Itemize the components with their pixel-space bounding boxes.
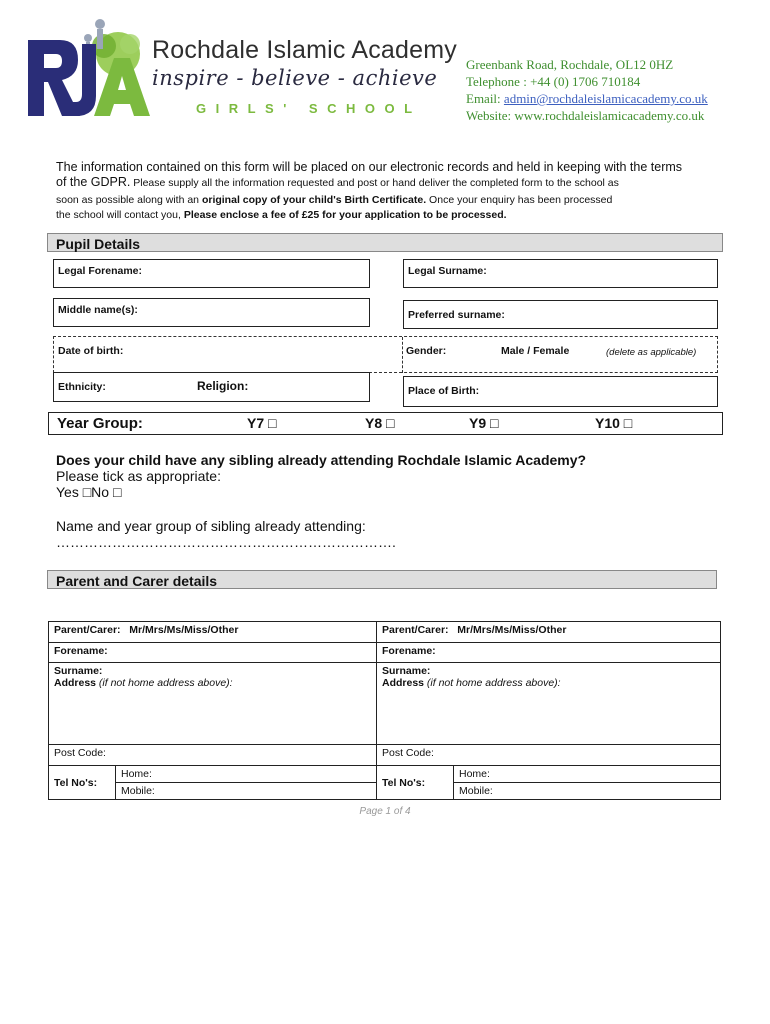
carer2-surname-address-cell[interactable]	[377, 663, 721, 745]
carer2-home-cell[interactable]	[454, 766, 721, 783]
preferred-surname-label: Preferred surname:	[408, 309, 505, 321]
year-option-y9[interactable]: Y9 □	[469, 415, 499, 431]
legal-surname-field[interactable]	[403, 259, 718, 288]
middle-names-field[interactable]	[53, 298, 370, 327]
carer2-label: Parent/Carer:	[382, 624, 449, 636]
carer2-surname-label: Surname:	[382, 665, 431, 677]
intro-text	[56, 160, 726, 223]
parent-carer-header: Parent and Carer details	[47, 570, 717, 589]
carer2-forename-cell[interactable]	[377, 643, 721, 663]
carer1-postcode-label: Post Code:	[54, 747, 106, 759]
contact-block	[466, 56, 708, 124]
carer2-address-note: (if not home address above):	[424, 677, 561, 689]
email-label: Email:	[466, 91, 504, 106]
carer1-title-cell[interactable]	[49, 622, 377, 643]
legal-surname-label: Legal Surname:	[408, 265, 487, 277]
place-of-birth-field[interactable]	[403, 376, 718, 407]
intro-line-2: Please supply all the information requested and post or hand deliver the completed form to the school as	[130, 177, 619, 189]
school-tagline: inspire - believe - achieve	[152, 66, 438, 90]
carer2-titles: Mr/Mrs/Ms/Miss/Other	[457, 624, 567, 636]
school-name: Rochdale Islamic Academy	[152, 36, 457, 64]
carer1-surname-label: Surname:	[54, 665, 103, 677]
carer2-tel-label: Tel No's:	[377, 766, 454, 800]
email-link[interactable]: admin@rochdaleislamicacademy.co.uk	[503, 91, 708, 106]
dob-label: Date of birth:	[58, 345, 124, 357]
carer2-forename-label: Forename:	[382, 645, 436, 657]
year-option-y7[interactable]: Y7 □	[247, 415, 277, 431]
intro-line-3a: soon as possible along with an	[56, 194, 202, 206]
address: Greenbank Road, Rochdale, OL12 0HZ	[466, 57, 674, 72]
year-group-row	[48, 412, 723, 435]
parent-carer-table	[48, 621, 721, 800]
year-group-label: Year Group:	[57, 415, 143, 432]
birth-certificate-note: original copy of your child's Birth Certificate.	[201, 194, 427, 206]
pupil-details-header: Pupil Details	[47, 233, 723, 252]
fee-note: Please enclose a fee of £25 for your application to be processed.	[183, 209, 507, 221]
carer2-title-cell[interactable]	[377, 622, 721, 643]
intro-line-3c: Once your enquiry has been processed	[426, 194, 613, 206]
carer2-mobile-cell[interactable]	[454, 783, 721, 800]
carer1-mobile-cell[interactable]	[116, 783, 377, 800]
carer1-surname-address-cell[interactable]	[49, 663, 377, 745]
place-of-birth-label: Place of Birth:	[408, 385, 480, 397]
carer2-address-label: Address	[382, 677, 425, 689]
carer1-home-label: Home:	[121, 768, 152, 780]
sibling-question: Does your child have any sibling already attending Rochdale Islamic Academy?	[56, 452, 587, 468]
intro-line-4a: the school will contact you,	[56, 209, 184, 221]
gdpr-text: of the GDPR.	[56, 175, 131, 189]
email-line	[466, 90, 708, 107]
legal-forename-label: Legal Forename:	[58, 265, 143, 277]
carer1-label: Parent/Carer:	[54, 624, 121, 636]
gender-label: Gender:	[406, 345, 447, 357]
carer1-forename-label: Forename:	[54, 645, 108, 657]
intro-line-1: The information contained on this form will be placed on our electronic records and held in keeping with the terms	[56, 160, 683, 174]
legal-forename-field[interactable]	[53, 259, 370, 288]
carer1-address-note: (if not home address above):	[96, 677, 233, 689]
sibling-name-prompt: Name and year group of sibling already attending:	[56, 518, 366, 534]
carer1-postcode-cell[interactable]	[49, 745, 377, 766]
ethnicity-field[interactable]	[53, 372, 370, 402]
sibling-instruction: Please tick as appropriate:	[56, 468, 221, 484]
school-logo	[26, 18, 150, 120]
gender-note: (delete as applicable)	[606, 347, 697, 358]
ethnicity-label: Ethnicity:	[58, 381, 106, 393]
middle-names-label: Middle name(s):	[58, 304, 138, 316]
page-number: Page 1 of 4	[359, 806, 411, 817]
carer1-titles: Mr/Mrs/Ms/Miss/Other	[129, 624, 239, 636]
carer1-forename-cell[interactable]	[49, 643, 377, 663]
carer2-postcode-label: Post Code:	[382, 747, 434, 759]
carer2-mobile-label: Mobile:	[459, 785, 493, 797]
school-subtitle: GIRLS' SCHOOL	[196, 101, 422, 116]
telephone: Telephone : +44 (0) 1706 710184	[466, 74, 641, 89]
sibling-name-dots[interactable]: ……………………………………………………………….	[56, 534, 396, 550]
carer2-postcode-cell[interactable]	[377, 745, 721, 766]
dob-gender-row	[53, 336, 718, 373]
row-divider	[402, 337, 404, 373]
year-option-y10[interactable]: Y10 □	[595, 415, 633, 431]
carer1-home-cell[interactable]	[116, 766, 377, 783]
carer1-tel-label: Tel No's:	[49, 766, 116, 800]
preferred-surname-field[interactable]	[403, 300, 718, 329]
carer1-address-label: Address	[54, 677, 97, 689]
carer1-mobile-label: Mobile:	[121, 785, 155, 797]
sibling-yes-no[interactable]: Yes □No □	[56, 484, 122, 500]
religion-label: Religion:	[197, 379, 249, 393]
website[interactable]: Website: www.rochdaleislamicacademy.co.uk	[466, 108, 705, 123]
gender-options[interactable]: Male / Female	[501, 345, 570, 357]
year-option-y8[interactable]: Y8 □	[365, 415, 395, 431]
carer2-home-label: Home:	[459, 768, 490, 780]
